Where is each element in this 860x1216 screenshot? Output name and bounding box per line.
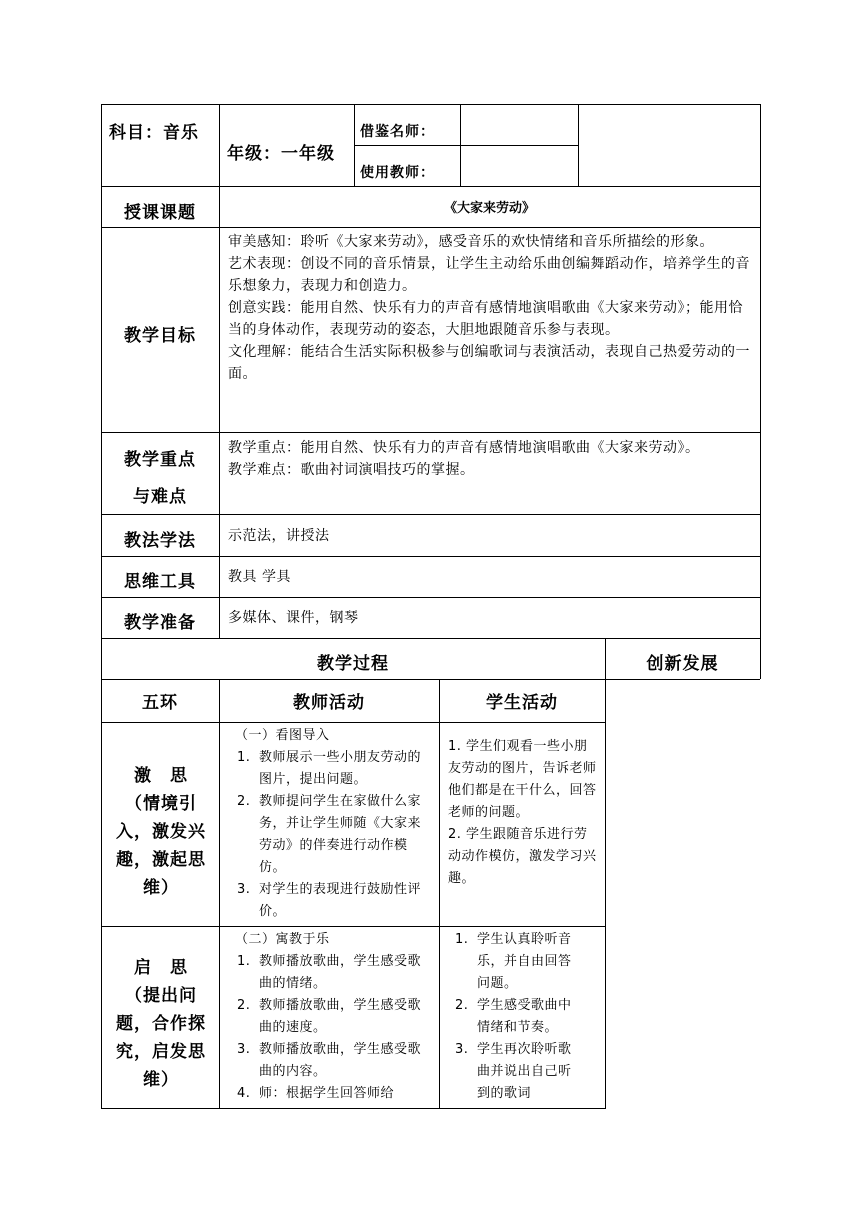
stage2-desc: （提出问题，合作探究，启发思维） [116, 986, 206, 1090]
key-points-label-line1: 教学重点 [124, 450, 196, 470]
stage1-student-activity [439, 722, 605, 926]
grade-cell [219, 104, 354, 186]
topic-label-cell [101, 186, 219, 227]
list-item: 1. 教师播放歌曲，学生感受歌曲的情绪。 [255, 951, 433, 995]
col-student-header [439, 679, 605, 722]
use-teacher-cell [354, 145, 460, 186]
subject-cell [101, 104, 219, 186]
grid-line [760, 104, 761, 679]
stage1-teacher-activity [219, 722, 439, 926]
stage2-teacher-activity [219, 926, 439, 1108]
stage2-teacher-heading: （二）寓教于乐 [235, 932, 330, 947]
process-title: 教学过程 [317, 654, 389, 674]
stage1-label-cell [101, 722, 219, 926]
innovation-title: 创新发展 [646, 654, 719, 674]
grade-label: 年级：一年级 [227, 144, 335, 164]
topic-value-cell [219, 186, 760, 227]
col-stage-header [101, 679, 219, 722]
stage1-desc: （情境引入，激发兴趣，激起思维） [116, 794, 206, 898]
methods-value-cell [219, 514, 760, 556]
key-points-label-cell [101, 432, 219, 514]
stage2-teacher-list [227, 951, 433, 1105]
key-points-label-line2: 与难点 [133, 487, 187, 507]
topic-label: 授课课题 [124, 203, 196, 223]
thinking-tools-label-cell [101, 556, 219, 597]
objective-creative: 创意实践：能用自然、快乐有力的声音有感情地演唱歌曲《大家来劳动》；能用恰当的身体动作，表现劳动的姿态，大胆地跟随音乐参与表现。 [228, 300, 743, 338]
col-teacher-label: 教师活动 [293, 693, 365, 713]
innovation-title-cell [605, 638, 760, 679]
stage2-label-cell [101, 926, 219, 1108]
objectives-label-cell [101, 227, 219, 432]
list-item: 2. 学生跟随音乐进行劳动动作模仿，激发学习兴趣。 [448, 827, 597, 886]
methods-label-cell [101, 514, 219, 556]
list-item: 3. 学生再次聆听歌曲并说出自己听到的歌词 [473, 1039, 579, 1105]
objective-cultural: 文化理解：能结合生活实际积极参与创编歌词与表演活动，表现自己热爱劳动的一面。 [228, 344, 750, 382]
key-points-content [219, 432, 760, 514]
preparation-label-cell [101, 597, 219, 638]
methods-label: 教法学法 [124, 530, 196, 551]
stage2-student-activity [439, 926, 605, 1108]
teaching-difficulty: 教学难点：歌曲衬词演唱技巧的掌握。 [228, 462, 475, 478]
stage1-teacher-heading: （一）看图导入 [235, 728, 330, 743]
stage2-student-list [447, 929, 579, 1105]
stage1-teacher-list [227, 747, 433, 923]
list-item: 3. 教师播放歌曲，学生感受歌曲的内容。 [255, 1039, 433, 1083]
list-item: 2. 学生感受歌曲中情绪和节奏。 [473, 995, 579, 1039]
list-item: 2. 教师提问学生在家做什么家务，并让学生师随《大家来劳动》的伴奏进行动作模仿。 [255, 791, 433, 879]
process-title-cell [101, 638, 605, 679]
thinking-tools-value-cell [219, 556, 760, 597]
preparation-label: 教学准备 [124, 613, 196, 633]
objective-aesthetic: 审美感知：聆听《大家来劳动》，感受音乐的欢快情绪和音乐所描绘的形象。 [228, 234, 714, 250]
topic-value: 《大家来劳动》 [443, 201, 535, 216]
list-item: 3. 对学生的表现进行鼓励性评价。 [255, 879, 433, 923]
use-teacher-label: 使用教师： [360, 165, 435, 181]
list-item: 2. 教师播放歌曲，学生感受歌曲的速度。 [255, 995, 433, 1039]
grid-line [578, 104, 579, 186]
stage1-name: 激 思 [134, 766, 188, 786]
col-teacher-header [219, 679, 439, 722]
use-teacher-value[interactable] [460, 145, 578, 186]
borrow-teacher-label: 借鉴名师： [360, 124, 435, 140]
thinking-tools-label: 思维工具 [124, 572, 196, 592]
subject-label: 科目：音乐 [109, 123, 199, 143]
objectives-content [219, 227, 760, 432]
list-item: 1. 教师展示一些小朋友劳动的图片，提出问题。 [255, 747, 433, 791]
objectives-label: 教学目标 [124, 326, 196, 346]
preparation-value: 多媒体、课件，钢琴 [228, 610, 359, 626]
preparation-value-cell [219, 597, 760, 638]
col-stage-label: 五环 [142, 693, 178, 713]
list-item: 1. 学生们观看一些小朋友劳动的图片，告诉老师他们都是在干什么，回答老师的问题。 [448, 739, 597, 820]
methods-value: 示范法，讲授法 [228, 528, 330, 544]
borrow-teacher-value[interactable] [460, 104, 578, 145]
objective-artistic: 艺术表现：创设不同的音乐情景，让学生主动给乐曲创编舞蹈动作，培养学生的音乐想象力，表现力和创造力。 [228, 256, 750, 294]
teaching-focus: 教学重点：能用自然、快乐有力的声音有感情地演唱歌曲《大家来劳动》。 [228, 440, 700, 456]
list-item: 4. 师：根据学生回答师给 [255, 1083, 433, 1105]
borrow-teacher-cell [354, 104, 460, 145]
grid-line [605, 638, 606, 1109]
grid-line [101, 1108, 605, 1109]
col-student-label: 学生活动 [486, 693, 558, 713]
list-item: 1. 学生认真聆听音乐，并自由回答问题。 [473, 929, 579, 995]
thinking-tools-value: 教具 学具 [228, 569, 291, 585]
stage2-name: 启 思 [134, 958, 188, 978]
